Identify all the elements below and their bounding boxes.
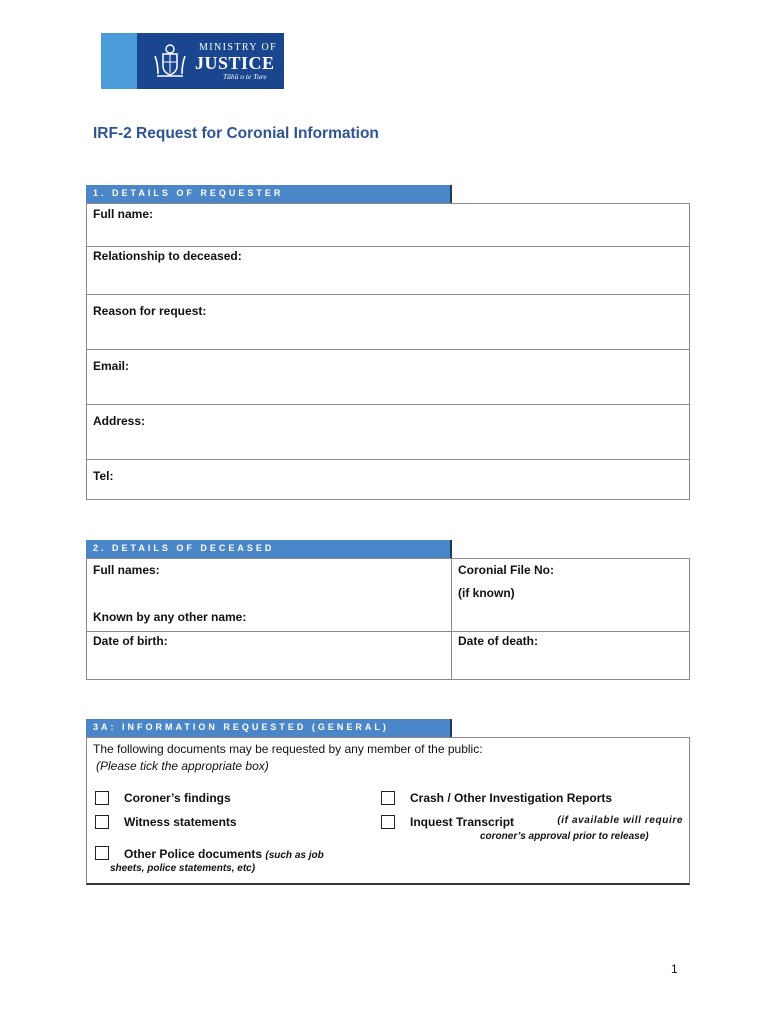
section-3a-instruction: (Please tick the appropriate box) bbox=[96, 759, 269, 773]
requester-details-table bbox=[86, 203, 690, 500]
relationship-field[interactable]: Relationship to deceased: bbox=[93, 249, 242, 263]
inquest-note-1: (if available will require bbox=[557, 815, 683, 826]
police-note-2: sheets, police statements, etc) bbox=[110, 863, 256, 874]
logo-line-2: JUSTICE bbox=[195, 53, 275, 73]
witness-statements-label: Witness statements bbox=[124, 815, 237, 829]
section-2-header bbox=[86, 540, 452, 558]
reason-field[interactable]: Reason for request: bbox=[93, 304, 207, 318]
row-divider bbox=[86, 631, 690, 632]
email-field[interactable]: Email: bbox=[93, 359, 130, 373]
other-police-documents-label bbox=[124, 847, 324, 861]
police-note-1: (such as job bbox=[265, 850, 324, 861]
tel-field[interactable]: Tel: bbox=[93, 469, 114, 483]
logo-stripe bbox=[101, 33, 137, 89]
section-2-heading: 2. DETAILS OF DECEASED bbox=[93, 543, 275, 553]
inquest-transcript-label bbox=[410, 815, 683, 829]
row-divider bbox=[86, 459, 690, 460]
row-divider bbox=[86, 294, 690, 295]
full-name-field[interactable]: Full name: bbox=[93, 207, 154, 221]
row-divider bbox=[86, 404, 690, 405]
coat-of-arms-icon bbox=[151, 42, 189, 80]
coroners-findings-label: Coroner’s findings bbox=[124, 791, 231, 805]
ministry-of-justice-logo bbox=[101, 33, 284, 89]
witness-statements-checkbox[interactable] bbox=[95, 815, 109, 829]
inquest-transcript-text: Inquest Transcript bbox=[410, 815, 515, 829]
known-by-field[interactable]: Known by any other name: bbox=[93, 610, 247, 624]
logo-line-1: MINISTRY OF bbox=[199, 42, 278, 53]
section-3a-header bbox=[86, 719, 452, 737]
logo-panel bbox=[137, 33, 284, 89]
row-divider bbox=[86, 349, 690, 350]
logo-line-3: Tāhū o te Ture bbox=[223, 72, 267, 81]
section-1-header bbox=[86, 185, 452, 203]
column-divider bbox=[451, 558, 452, 680]
address-field[interactable]: Address: bbox=[93, 414, 146, 428]
section-3a-heading: 3A: INFORMATION REQUESTED (GENERAL) bbox=[93, 722, 389, 732]
coronial-file-field[interactable]: Coronial File No: bbox=[458, 563, 554, 577]
inquest-transcript-checkbox[interactable] bbox=[381, 815, 395, 829]
full-names-field[interactable]: Full names: bbox=[93, 563, 160, 577]
section-1-heading: 1. DETAILS OF REQUESTER bbox=[93, 188, 284, 198]
page-number: 1 bbox=[671, 962, 678, 976]
row-divider bbox=[86, 246, 690, 247]
if-known-note: (if known) bbox=[458, 586, 515, 600]
other-police-documents-checkbox[interactable] bbox=[95, 846, 109, 860]
crash-investigation-reports-label: Crash / Other Investigation Reports bbox=[410, 791, 613, 805]
section-3a-intro: The following documents may be requested by any member of the public: bbox=[93, 742, 483, 756]
other-police-documents-text: Other Police documents bbox=[124, 847, 263, 861]
document-title: IRF-2 Request for Coronial Information bbox=[93, 125, 379, 142]
inquest-note-2: coroner’s approval prior to release) bbox=[480, 831, 649, 842]
coroners-findings-checkbox[interactable] bbox=[95, 791, 109, 805]
date-of-birth-field[interactable]: Date of birth: bbox=[93, 634, 168, 648]
date-of-death-field[interactable]: Date of death: bbox=[458, 634, 539, 648]
crash-investigation-reports-checkbox[interactable] bbox=[381, 791, 395, 805]
